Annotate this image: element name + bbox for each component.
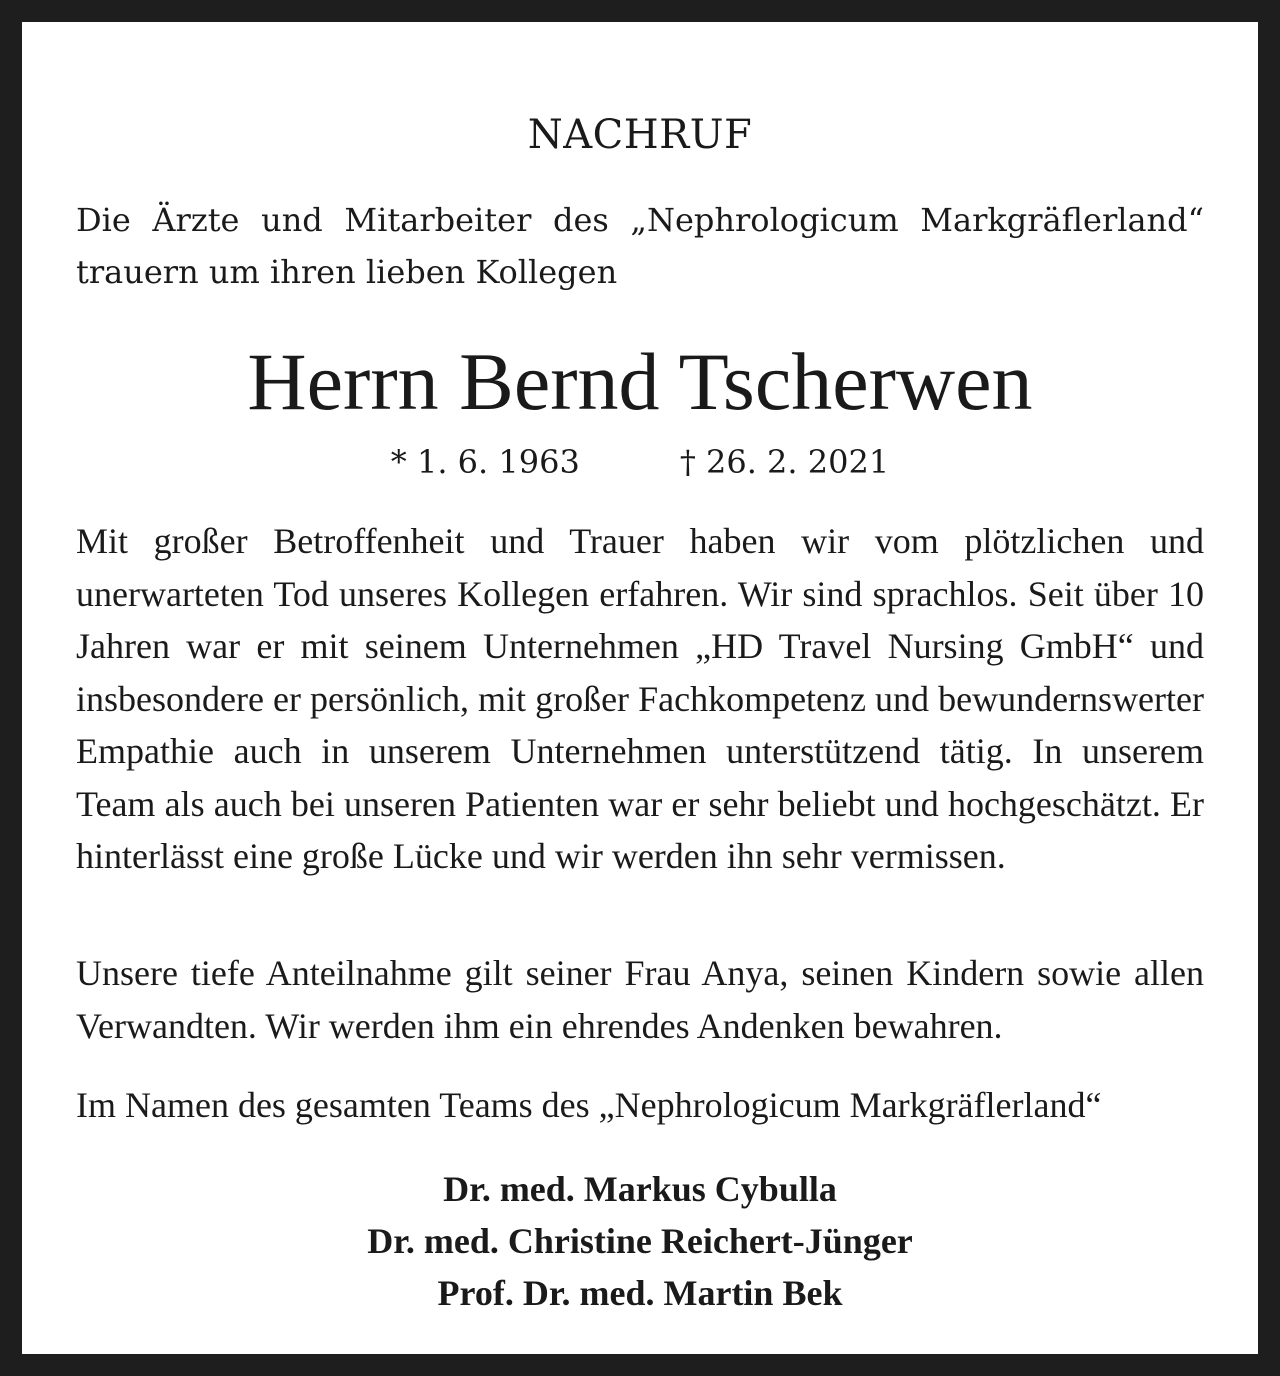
deceased-name: Herrn Bernd Tscherwen <box>247 336 1033 427</box>
birth-date: * 1. 6. 1963 <box>390 443 580 481</box>
signer-name: Dr. med. Markus Cybulla <box>443 1169 837 1209</box>
intro-text <box>76 194 1204 298</box>
intro-line-1: Die Ärzte und Mitarbeiter des „Nephrologicum Markgräflerland“ <box>76 201 1204 239</box>
death-date: † 26. 2. 2021 <box>679 443 890 481</box>
condolence-paragraph-2: Unsere tiefe Anteilnahme gilt seiner Frau Anya, seinen Kindern sowie allen Verwandten. Wir werden ihm ein ehrendes Andenken bewahren. <box>76 953 1204 1046</box>
signers-list <box>22 1163 1258 1319</box>
intro-line-2: trauern um ihren lieben Kollegen <box>76 253 618 291</box>
condolence-paragraph-1: Mit großer Betroffenheit und Trauer haben wir vom plötzlichen und unerwarteten Tod unseres Kollegen erfahren. Wir sind sprachlos. Seit über 10 Jahren war er mit seinem Unternehmen „HD Travel Nursing GmbH“ und insbesondere er persönlich, mit großer Fachkompetenz und bewundernswerter Empathie auch in unserem Unternehmen unterstützend tätig. In unserem Team als auch bei unseren Patienten war er sehr beliebt und hochgeschätzt. Er hinterlässt eine große Lücke und wir werden ihn sehr vermissen. <box>76 521 1204 876</box>
life-dates <box>22 443 1258 481</box>
notice-heading: NACHRUF <box>527 112 753 158</box>
closing-line: Im Namen des gesamten Teams des „Nephrologicum Markgräflerland“ <box>76 1085 1102 1125</box>
signer-name: Dr. med. Christine Reichert-Jünger <box>367 1221 913 1261</box>
signer-name: Prof. Dr. med. Martin Bek <box>437 1273 843 1313</box>
